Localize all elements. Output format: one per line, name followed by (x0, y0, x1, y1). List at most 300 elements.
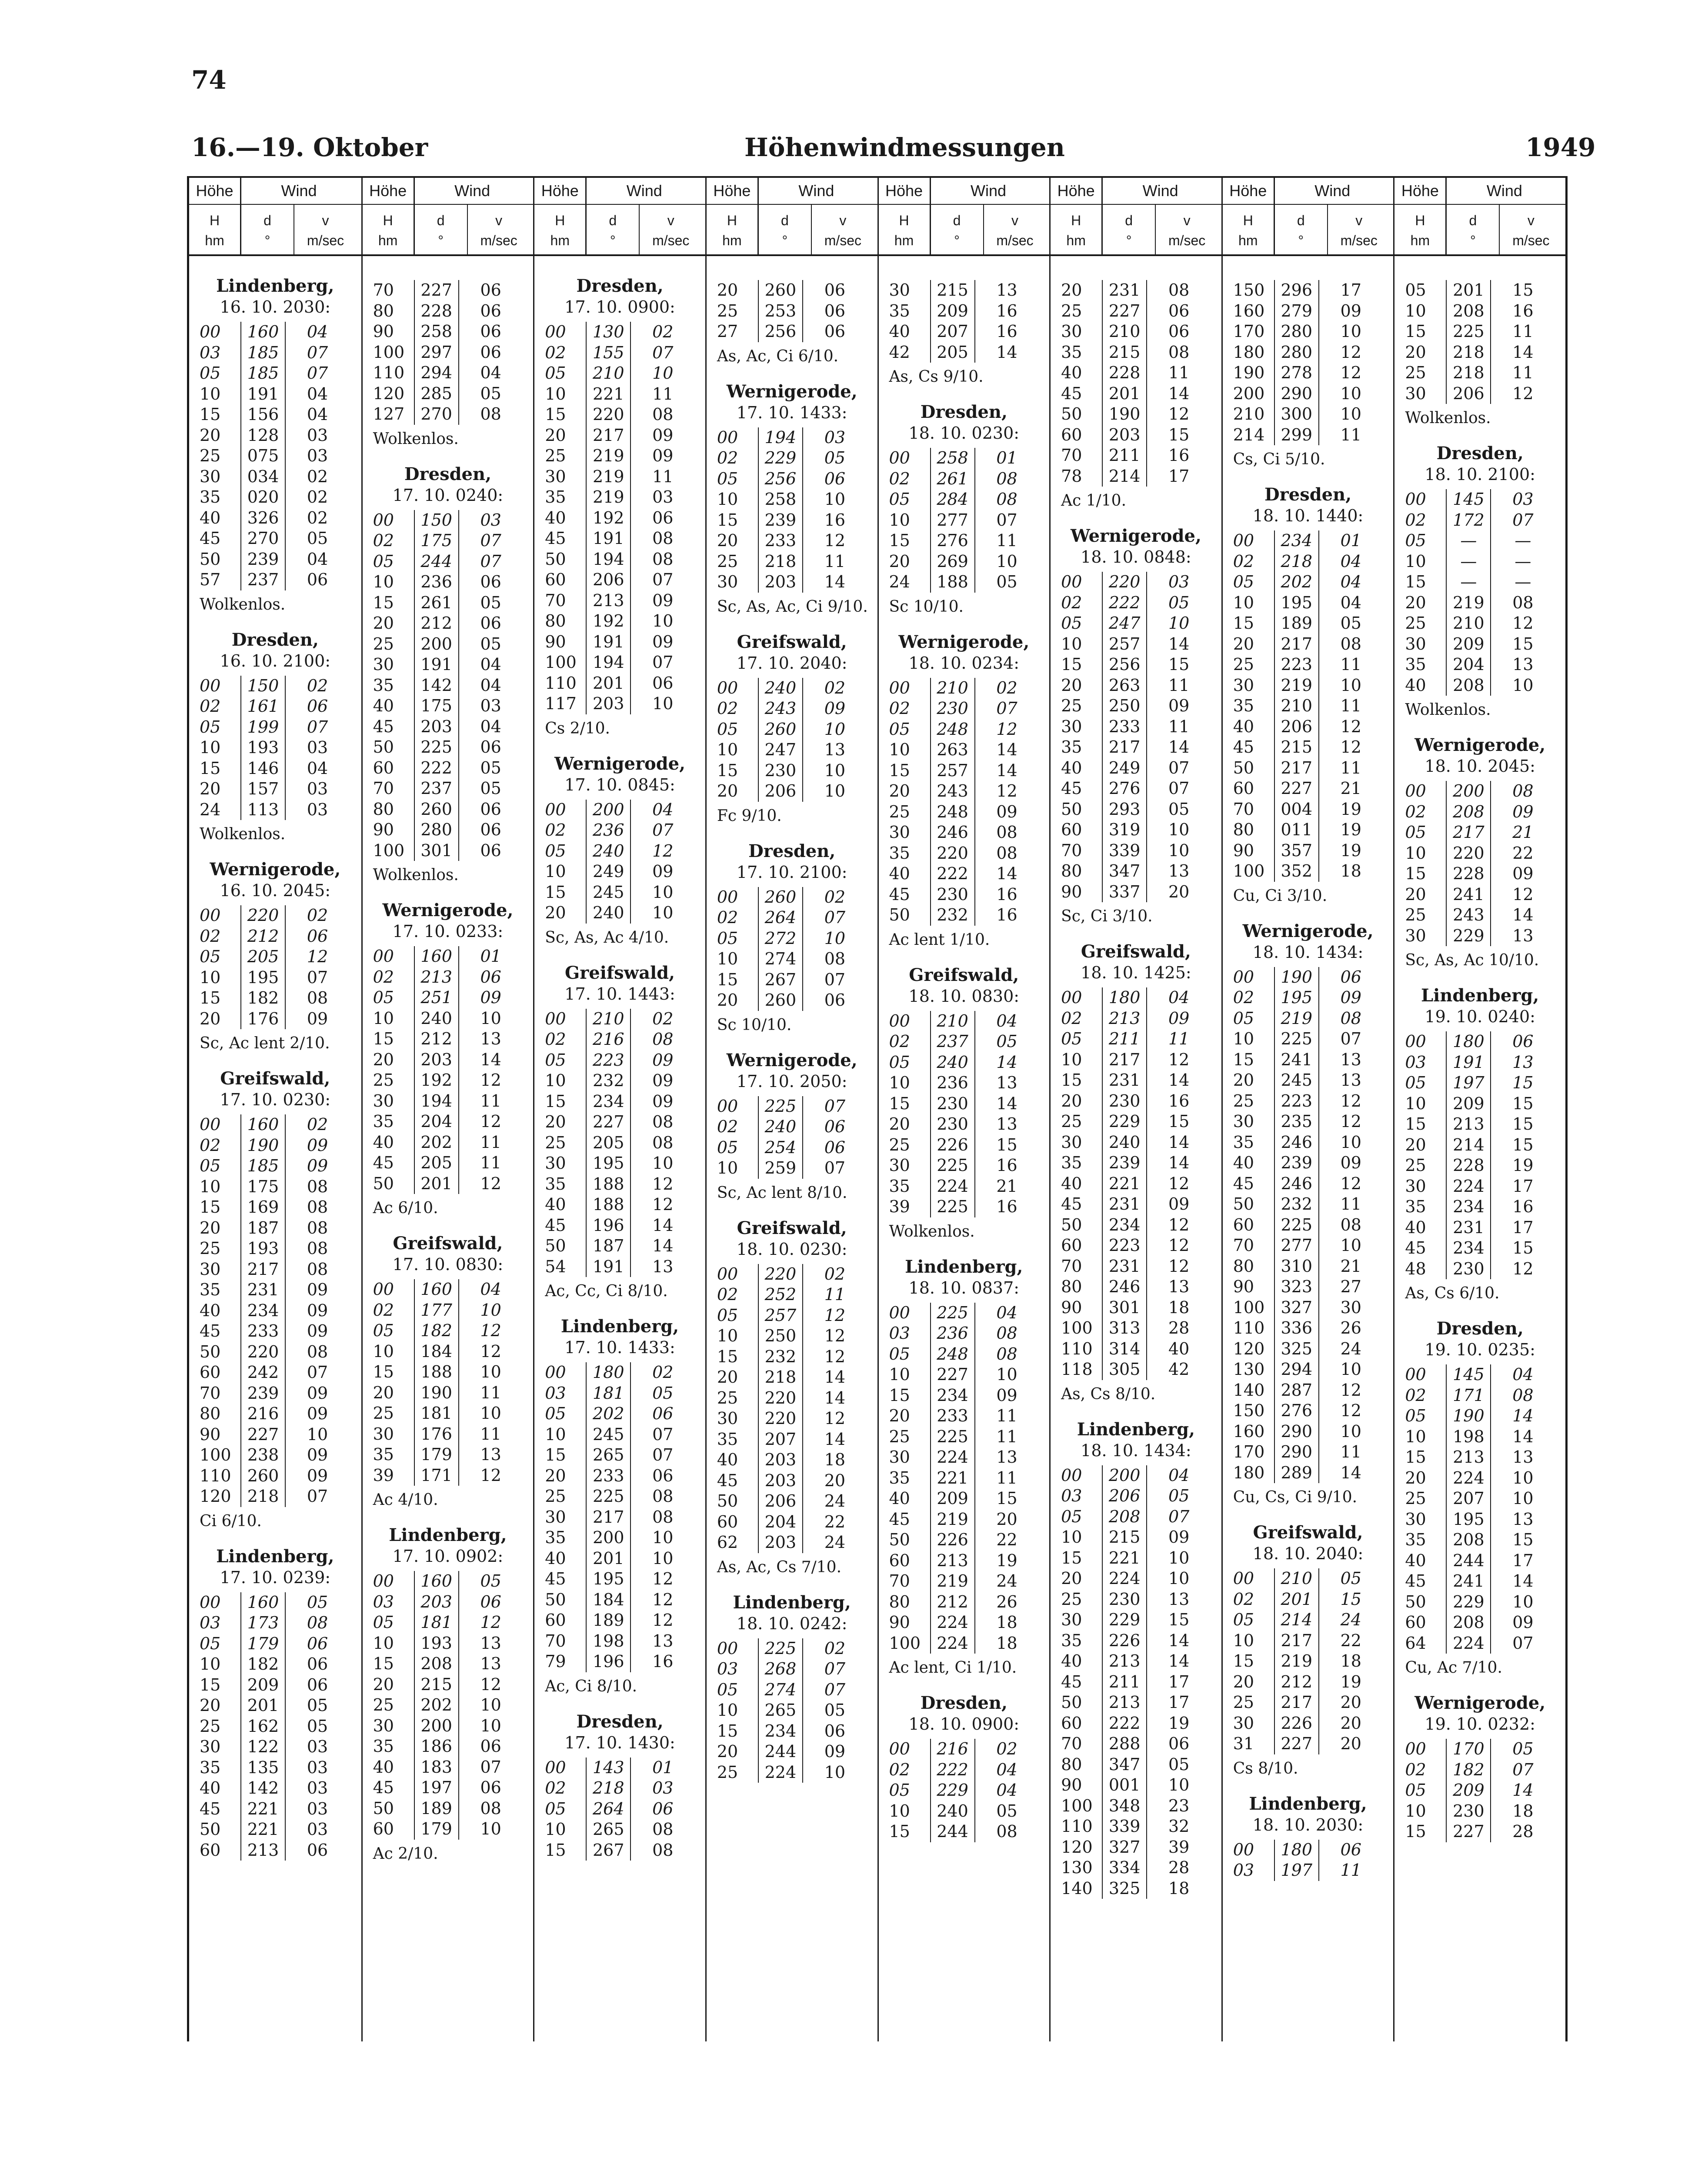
direction-cell: 246 (1102, 1277, 1147, 1297)
height-cell: 50 (1061, 1215, 1082, 1234)
height-cell: 05 (545, 1799, 566, 1818)
speed-cell: 06 (480, 840, 501, 860)
height-cell: 70 (545, 1631, 566, 1651)
speed-cell: 09 (1168, 1194, 1190, 1214)
table-row (1394, 1364, 1565, 1385)
table-row (879, 1571, 1050, 1592)
table-row (189, 1613, 361, 1634)
height-cell: 60 (1233, 1215, 1254, 1234)
direction-cell: 300 (1274, 404, 1319, 425)
direction-cell: 276 (1102, 778, 1147, 799)
height-cell: 57 (200, 570, 221, 589)
station-time: 16. 10. 2100: (220, 651, 331, 670)
speed-cell: 07 (1168, 779, 1190, 798)
height-cell: 60 (889, 1551, 910, 1570)
table-row (534, 1404, 705, 1424)
speed-cell: 03 (824, 427, 846, 447)
height-cell: 30 (1233, 1112, 1254, 1131)
height-cell: 60 (1061, 820, 1082, 839)
table-row (534, 322, 705, 343)
height-cell: 02 (1233, 551, 1254, 571)
table-row (189, 1362, 361, 1383)
direction-cell: 261 (414, 593, 459, 614)
cloud-note: Cu, Ci 3/10. (1233, 887, 1328, 905)
speed-cell: 09 (652, 1071, 674, 1090)
table-row (707, 301, 877, 322)
speed-cell: 05 (824, 1701, 846, 1720)
height-cell: 30 (717, 572, 738, 591)
direction-cell: 224 (1446, 1633, 1491, 1654)
table-row (1051, 1029, 1221, 1050)
speed-cell: 12 (652, 1590, 674, 1609)
table-row (534, 820, 705, 841)
speed-cell: 10 (652, 1528, 674, 1547)
height-cell: 20 (889, 1406, 910, 1425)
height-cell: 54 (545, 1257, 566, 1276)
station-block (363, 900, 534, 1218)
direction-cell: 150 (414, 510, 459, 531)
height-cell: 05 (200, 717, 221, 737)
table-row (189, 717, 361, 738)
speed-cell: 13 (480, 1633, 501, 1653)
direction-cell: 227 (930, 1364, 975, 1385)
height-cell: 40 (1405, 675, 1426, 695)
speed-cell: 20 (1168, 882, 1190, 901)
direction-cell: 196 (586, 1651, 631, 1672)
cloud-note: Cs, Ci 5/10. (1233, 450, 1325, 468)
header-wind: Wind (970, 182, 1007, 200)
table-row (1223, 820, 1394, 840)
cloud-note: Sc, Ac lent 8/10. (717, 1184, 847, 1202)
speed-cell: 14 (652, 1236, 674, 1255)
speed-cell: 16 (1512, 301, 1534, 320)
table-row (189, 1634, 361, 1654)
direction-cell: 247 (758, 740, 803, 760)
table-row (363, 510, 534, 531)
speed-cell: 08 (652, 1820, 674, 1839)
height-cell: 10 (717, 740, 738, 759)
table-row (1051, 280, 1221, 301)
speed-cell: 06 (307, 1654, 328, 1674)
height-cell: 00 (545, 1757, 566, 1777)
station-name: Greifswald, (393, 1233, 503, 1254)
speed-cell: 04 (1340, 593, 1361, 612)
direction-cell: 245 (1274, 1070, 1319, 1091)
height-cell: 05 (889, 719, 910, 739)
speed-cell: 13 (1168, 861, 1190, 880)
direction-cell: 219 (586, 446, 631, 467)
height-cell: 10 (889, 740, 910, 759)
speed-cell: 12 (1168, 1050, 1190, 1069)
table-row (879, 905, 1050, 926)
height-cell: 50 (373, 1798, 394, 1818)
height-cell: 25 (717, 551, 738, 571)
direction-cell: 274 (758, 949, 803, 970)
height-cell: 02 (717, 699, 738, 718)
station-name: Greifswald, (1081, 941, 1191, 962)
direction-cell: 210 (1102, 321, 1147, 342)
speed-cell: 12 (1168, 1256, 1190, 1276)
height-cell: 50 (889, 1530, 910, 1549)
height-cell: 15 (1405, 1447, 1426, 1467)
height-cell: 25 (545, 1487, 566, 1506)
table-row (1223, 967, 1394, 988)
height-cell: 00 (717, 1264, 738, 1284)
table-row (879, 1344, 1050, 1365)
direction-cell: 217 (240, 1259, 286, 1280)
direction-cell: 205 (586, 1133, 631, 1154)
direction-cell: 210 (586, 1009, 631, 1030)
station-name: Wernigerode, (1242, 920, 1374, 941)
station-time: 17. 10. 1433: (736, 403, 847, 422)
height-cell: 25 (200, 1239, 221, 1258)
direction-cell: 260 (758, 280, 803, 301)
height-cell: 140 (1061, 1878, 1093, 1898)
speed-cell: 07 (1168, 758, 1190, 777)
table-row (534, 467, 705, 487)
direction-cell: 240 (586, 903, 631, 924)
table-row (707, 1137, 877, 1158)
speed-cell: 16 (1512, 1197, 1534, 1216)
table-row (1394, 342, 1565, 363)
height-cell: 10 (1233, 1631, 1254, 1650)
height-cell: 20 (373, 1383, 394, 1402)
direction-cell: 212 (414, 1029, 459, 1050)
direction-cell: 208 (1446, 802, 1491, 823)
speed-cell: 09 (1512, 802, 1534, 821)
height-cell: 80 (373, 799, 394, 819)
direction-cell: 188 (586, 1194, 631, 1215)
direction-cell: 240 (758, 678, 803, 699)
station-block (707, 1218, 877, 1577)
speed-cell: 03 (652, 1778, 674, 1797)
direction-cell: 276 (1274, 1401, 1319, 1421)
table-row (1223, 1132, 1394, 1153)
speed-cell: 08 (480, 404, 501, 424)
speed-cell: 07 (307, 967, 328, 987)
height-cell: 02 (373, 1300, 394, 1320)
direction-cell: — (1446, 551, 1491, 572)
header-hoehe: Höhe (534, 178, 587, 204)
table-row (1394, 1238, 1565, 1259)
height-cell: 10 (373, 1633, 394, 1653)
direction-cell: 257 (1102, 634, 1147, 655)
speed-cell: 14 (996, 864, 1017, 883)
table-row (189, 1716, 361, 1737)
speed-cell: 22 (1512, 843, 1534, 863)
height-cell: 70 (373, 779, 394, 798)
direction-cell: 210 (1274, 696, 1319, 717)
table-row (363, 613, 534, 634)
speed-cell: 10 (824, 719, 846, 739)
height-cell: 25 (1405, 905, 1426, 924)
cloud-note: Ac 1/10. (1061, 492, 1127, 510)
speed-cell: 07 (1512, 1760, 1534, 1779)
direction-cell: 224 (930, 1633, 975, 1654)
height-cell: 05 (1233, 1008, 1254, 1028)
speed-cell: 10 (824, 490, 846, 509)
speed-cell: 02 (652, 1363, 674, 1382)
table-row (879, 1447, 1050, 1468)
speed-cell: 09 (652, 1050, 674, 1070)
column-header (1051, 178, 1221, 256)
table-row (363, 758, 534, 779)
direction-cell: 218 (758, 551, 803, 572)
height-cell: 15 (545, 882, 566, 902)
height-cell: 35 (373, 675, 394, 695)
height-cell: 20 (717, 781, 738, 800)
direction-cell: 217 (586, 425, 631, 446)
station-block (879, 965, 1050, 1242)
table-row (534, 508, 705, 529)
direction-cell: 205 (414, 1153, 459, 1174)
speed-cell: 24 (996, 1571, 1017, 1591)
table-row (189, 1757, 361, 1778)
station-time: 18. 10. 2045: (1424, 757, 1535, 776)
direction-cell: 203 (758, 572, 803, 593)
speed-cell: 06 (824, 322, 846, 341)
direction-cell: 219 (930, 1509, 975, 1530)
height-cell: 15 (717, 760, 738, 780)
speed-cell: 09 (307, 1321, 328, 1341)
table-row (363, 840, 534, 861)
height-cell: 45 (889, 1509, 910, 1529)
height-cell: 02 (545, 820, 566, 840)
height-cell: 45 (1061, 779, 1082, 798)
height-cell: 05 (717, 719, 738, 739)
header-d: d ° (1297, 213, 1305, 248)
direction-cell: 220 (1446, 843, 1491, 864)
table-row (534, 1445, 705, 1466)
measurement-rows (534, 1362, 705, 1672)
direction-cell: 231 (1102, 1194, 1147, 1215)
station-block (189, 276, 361, 615)
table-row (879, 802, 1050, 823)
direction-cell: 272 (758, 928, 803, 949)
table-row (534, 611, 705, 632)
table-row (534, 1133, 705, 1154)
direction-cell: 219 (1274, 1651, 1319, 1672)
height-cell: 20 (717, 1367, 738, 1387)
speed-cell: 13 (480, 1654, 501, 1673)
height-cell: 40 (1233, 1153, 1254, 1172)
station-name: Greifswald, (1253, 1522, 1363, 1543)
height-cell: 02 (717, 1285, 738, 1304)
height-cell: 05 (1405, 280, 1426, 300)
direction-cell: 290 (1274, 384, 1319, 404)
height-cell: 25 (717, 1388, 738, 1407)
speed-cell: 16 (652, 1652, 674, 1671)
direction-cell: 200 (586, 1527, 631, 1548)
height-cell: 80 (889, 1592, 910, 1611)
table-row (189, 758, 361, 779)
direction-cell: 237 (240, 570, 286, 590)
measurement-rows (1223, 1840, 1394, 1881)
cloud-note: Ac 4/10. (373, 1491, 438, 1509)
station-time: 18. 10. 0837: (908, 1278, 1020, 1297)
station-block (1223, 1522, 1394, 1779)
table-row (363, 987, 534, 1008)
station-name: Lindenberg, (560, 1316, 679, 1337)
station-name: Dresden, (231, 629, 319, 650)
height-cell: 05 (373, 1613, 394, 1632)
header-hoehe: Höhe (363, 178, 415, 204)
measurement-rows (707, 1096, 877, 1179)
height-cell: 35 (545, 1174, 566, 1194)
direction-cell: 240 (1102, 1132, 1147, 1153)
direction-cell: 279 (1274, 301, 1319, 322)
speed-cell: 12 (1168, 1215, 1190, 1234)
height-cell: 05 (1061, 614, 1082, 633)
height-cell: 40 (1405, 1551, 1426, 1570)
direction-cell: 235 (1274, 1111, 1319, 1132)
speed-cell: 06 (307, 570, 328, 589)
direction-cell: 247 (1102, 613, 1147, 634)
station-name: Lindenberg, (389, 1525, 507, 1545)
speed-cell: 08 (996, 1822, 1017, 1841)
direction-cell: 220 (586, 404, 631, 425)
direction-cell: 201 (586, 673, 631, 694)
speed-cell: 10 (1512, 1468, 1534, 1487)
speed-cell: 02 (652, 322, 674, 341)
height-cell: 10 (1233, 1029, 1254, 1048)
table-row (879, 301, 1050, 322)
direction-cell: 213 (240, 1840, 286, 1861)
height-cell: 15 (1233, 1651, 1254, 1671)
speed-cell: 21 (1340, 779, 1361, 798)
direction-cell: 231 (1446, 1217, 1491, 1238)
table-row (189, 1424, 361, 1445)
table-row (1394, 280, 1565, 301)
direction-cell: 256 (1102, 654, 1147, 675)
direction-cell: 217 (1274, 1631, 1319, 1651)
speed-cell: 06 (824, 301, 846, 320)
table-row (879, 822, 1050, 843)
height-cell: 80 (1233, 820, 1254, 839)
speed-cell: 08 (307, 1259, 328, 1279)
direction-cell: 201 (414, 1174, 459, 1194)
table-column (1221, 178, 1394, 2041)
direction-cell: 225 (930, 1155, 975, 1176)
table-row (363, 1736, 534, 1757)
table-row (1394, 1052, 1565, 1073)
table-row (1394, 1385, 1565, 1406)
height-cell: 05 (1405, 531, 1426, 550)
height-cell: 00 (1233, 967, 1254, 987)
height-cell: 00 (717, 427, 738, 447)
table-row (534, 404, 705, 425)
speed-cell: 09 (307, 1009, 328, 1028)
speed-cell: 07 (1512, 510, 1534, 530)
height-cell: 127 (373, 404, 405, 424)
speed-cell: 08 (652, 1487, 674, 1506)
speed-cell: 02 (307, 906, 328, 925)
header-wind: Wind (798, 182, 834, 200)
direction-cell: 270 (414, 404, 459, 425)
table-row (189, 696, 361, 717)
table-row (189, 1135, 361, 1156)
measurement-rows (1394, 1364, 1565, 1654)
table-row (534, 1651, 705, 1672)
table-row (1223, 696, 1394, 717)
table-row (1051, 820, 1221, 840)
height-cell: 05 (1233, 572, 1254, 591)
direction-cell: 219 (1274, 675, 1319, 696)
table-row (189, 1466, 361, 1487)
direction-cell: 175 (240, 1177, 286, 1197)
direction-cell: 162 (240, 1716, 286, 1737)
height-cell: 90 (1061, 1775, 1082, 1794)
height-cell: 50 (200, 549, 221, 569)
table-row (1394, 301, 1565, 322)
direction-cell: 239 (758, 510, 803, 531)
station-block (707, 632, 877, 826)
direction-cell: 220 (240, 1342, 286, 1363)
table-row (363, 1070, 534, 1091)
direction-cell: 180 (586, 1362, 631, 1383)
speed-cell: 15 (996, 1489, 1017, 1508)
speed-cell: 12 (480, 1674, 501, 1694)
direction-cell: 188 (586, 1174, 631, 1195)
speed-cell: 15 (1340, 1589, 1361, 1609)
height-cell: 90 (1233, 840, 1254, 860)
direction-cell: 202 (414, 1695, 459, 1716)
direction-cell: 227 (1274, 778, 1319, 799)
direction-cell: 216 (240, 1404, 286, 1424)
speed-cell: 14 (996, 760, 1017, 780)
table-row (363, 1050, 534, 1070)
table-row (1223, 1256, 1394, 1277)
height-cell: 70 (200, 1383, 221, 1403)
height-cell: 35 (1061, 342, 1082, 362)
table-row (534, 425, 705, 446)
table-row (1394, 551, 1565, 572)
height-cell: 100 (1233, 861, 1265, 880)
height-cell: 10 (373, 1341, 394, 1361)
table-row (534, 487, 705, 508)
direction-cell: 228 (1446, 1155, 1491, 1176)
measurement-rows (1394, 1031, 1565, 1279)
direction-cell: 319 (1102, 820, 1147, 840)
direction-cell: 191 (414, 654, 459, 675)
height-cell: 30 (1233, 1713, 1254, 1733)
direction-cell: 194 (414, 1091, 459, 1112)
table-row (1394, 1406, 1565, 1427)
speed-cell: 08 (1340, 1215, 1361, 1234)
height-cell: 10 (717, 949, 738, 968)
speed-cell: 04 (1340, 551, 1361, 571)
direction-cell: 179 (240, 1634, 286, 1654)
speed-cell: 23 (1168, 1796, 1190, 1815)
speed-cell: 06 (1340, 967, 1361, 987)
height-cell: 10 (889, 1801, 910, 1821)
station-name: Lindenberg, (1077, 1419, 1195, 1440)
direction-cell: 193 (240, 737, 286, 758)
speed-cell: 12 (824, 1326, 846, 1345)
station-name: Lindenberg, (733, 1592, 851, 1613)
direction-cell: 193 (414, 1633, 459, 1654)
height-cell: 10 (545, 862, 566, 881)
direction-cell: 230 (1446, 1259, 1491, 1280)
speed-cell: 07 (307, 343, 328, 362)
speed-cell: 07 (824, 1096, 846, 1116)
speed-cell: 12 (824, 1305, 846, 1325)
table-row (1223, 572, 1394, 593)
speed-cell: 12 (824, 1409, 846, 1428)
height-cell: 25 (373, 1070, 394, 1090)
station-time: 17. 10. 0900: (564, 297, 675, 317)
table-row (1394, 822, 1565, 843)
